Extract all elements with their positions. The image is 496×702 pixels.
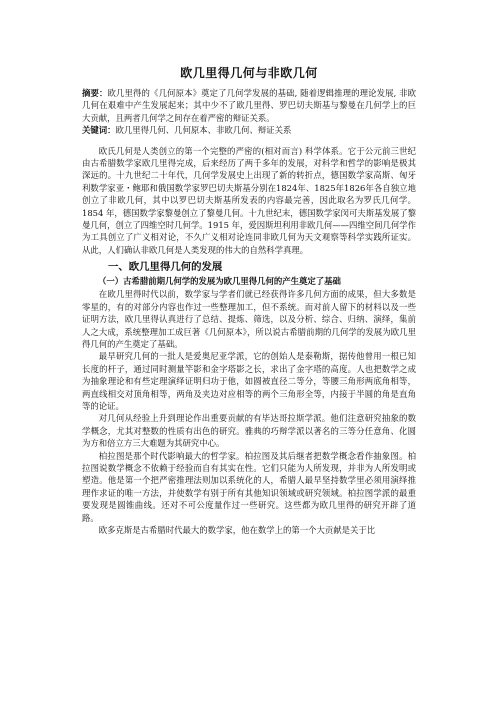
body-paragraph: 对几何从经验上升到理论作出重要贡献的有毕达哥拉斯学派。他们注意研究抽象的数学概念，尤其对整数的性质有出色的研究。雅典的巧辩学派以著名的三等分任意角、化圆为方和倍立方三大难题为其研究中心。 — [82, 413, 416, 449]
keywords-label: 关键词： — [82, 125, 116, 136]
intro-paragraph: 欧氏几何是人类创立的第一个完整的严密的(相对而言) 科学体系。它于公元前三世纪由古希腊数学家欧几里得完成，后来经历了两千多年的发展，对科学和哲学的影响是极其深远的。十九世纪二十年代，几何学发展史上出现了新的转折点，德国数学家高斯、匈牙利数学家亚・鲍耶和俄国数学家罗巴切夫斯基分别在1824年、1825年1826年各自独立地创立了非欧几何，其中以罗巴切夫斯基所发表的内容最完善，因此取名为罗氏几何学。1854 年，德国数学家黎曼创立了黎曼几何。十九世纪末，德国数学家闵可夫斯基发展了黎曼几何，创立了四维空时几何学。1915 年，爱因斯坦利用非欧几何——四维空间几何学作为工具创立了广义相对论，不久广义相对论连同非欧几何为天文观察等科学实践所证实。从此，人们确认非欧几何是人类发现的伟大的自然科学真理。 — [82, 145, 416, 255]
keywords-text: 欧几里得几何、几何原本、非欧几何、辩证关系 — [115, 125, 292, 136]
body-paragraph: 在欧几里得时代以前，数学家与学者们就已经获得许多几何方面的成果，但大多数是零星的，有的对部分内容也作过一些整理加工，但不系统。而对前人留下的材料以及一些证明方法，欧几里得认真进行了总结、提炼、筛选，以及分析、综合、归纳、演绎，集前人之大成，系统整理加工成巨著《几何原本》，所以说古希腊前期的几何学的发展为欧几里得几何的产生奠定了基础。 — [82, 289, 416, 349]
body-paragraph: 最早研究几何的一批人是爱奥尼亚学派，它的创始人是泰勒斯，据传他曾用一根已知长度的杆子，通过同时测量竿影和金字塔影之长，求出了金字塔的高度。人也把数学之成为抽象理论和有些定理演绎证明归功于他，如圆被直径二等分，等腰三角形两底角相等，两直线相交对顶角相等，两角及夹边对应相等的两个三角形全等，内接于半圆的角是直角等的论证。 — [82, 351, 416, 411]
section-heading: 一、欧几里得几何的发展 — [108, 261, 223, 274]
body-paragraph: 欧多克斯是古希腊时代最大的数学家，他在数学上的第一个大贡献是关于比 — [98, 525, 376, 535]
abstract-label: 摘要： — [82, 88, 108, 98]
document-title: 欧几里得几何与非欧几何 — [180, 66, 318, 80]
body-paragraph: 柏拉图是那个时代影响最大的哲学家。柏拉图及其后继者把数学概念看作抽象图。柏拉图说数学概念不依赖于经验而自有其实在性。它们只能为人所发现，并非为人所发明或塑造。他是第一个把严密推理法则加以系统化的人，希腊人最早坚持数学里必须用演绎推理作求证的唯一方法，并使数学有别于所有其他知识领域或研究领域。柏拉图学派的最重要发现是圆锥曲线。还对不可公度量作过一些研究。这些都为欧几里得的研究开辟了道路。 — [82, 450, 416, 523]
spacer — [82, 137, 416, 145]
subsection-heading: （一）古希腊前期几何学的发展为欧几里得几何的产生奠定了基础 — [98, 276, 341, 287]
keywords — [82, 124, 416, 136]
document-body — [82, 64, 416, 536]
abstract — [82, 87, 416, 124]
abstract-text: 欧几里得的《几何原本》奠定了几何学发展的基础, 随着逻辑推理的理论发展, 非欧几何在艰难中产生发展起来；其中少不了欧几里得、罗巴切夫斯基与黎曼在几何学上的巨大贡献，且两者几何学之间存在着严密的辩证关系。 — [82, 88, 417, 123]
